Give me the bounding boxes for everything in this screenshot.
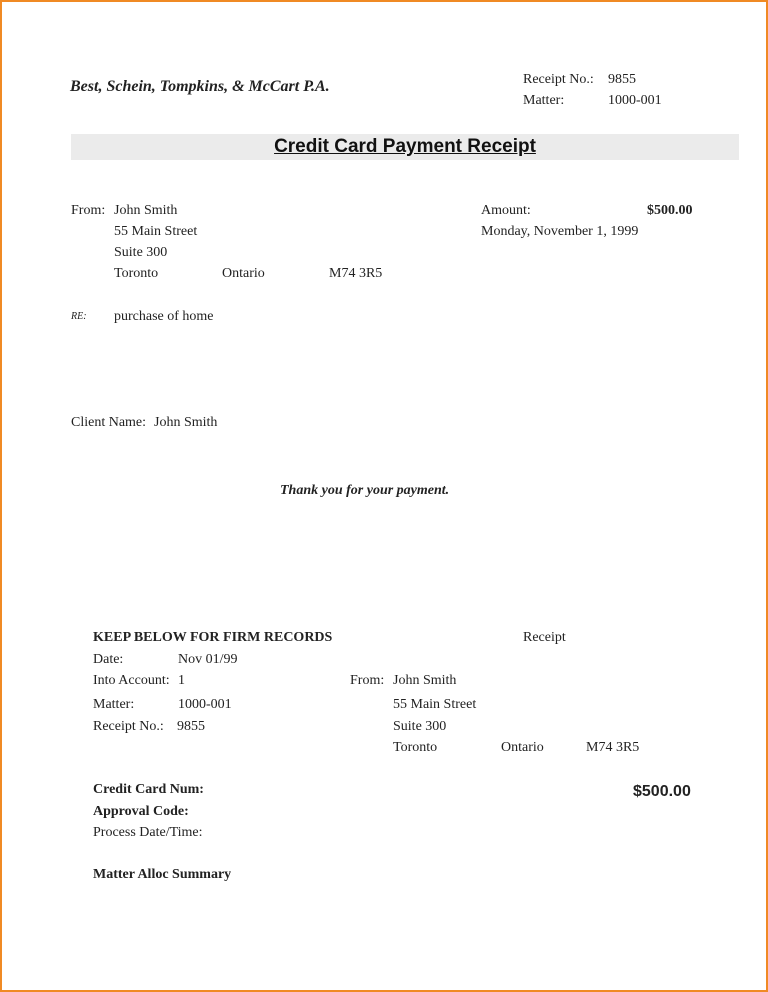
- records-from-postal: M74 3R5: [586, 740, 640, 755]
- amount-value: $500.00: [647, 203, 693, 218]
- records-heading: KEEP BELOW FOR FIRM RECORDS: [93, 630, 333, 645]
- records-from-label: From:: [350, 673, 385, 688]
- thank-you-message: Thank you for your payment.: [280, 483, 450, 498]
- from-label: From:: [71, 203, 106, 218]
- records-account: 1: [178, 673, 185, 688]
- approval-code-label: Approval Code:: [93, 804, 189, 819]
- records-account-label: Into Account:: [93, 673, 170, 688]
- page-title: Credit Card Payment Receipt: [274, 136, 536, 157]
- matter-alloc-summary-label: Matter Alloc Summary: [93, 867, 232, 882]
- re-text: purchase of home: [114, 309, 214, 324]
- from-suite: Suite 300: [114, 245, 168, 260]
- records-from-name: John Smith: [393, 673, 457, 688]
- records-matter-label: Matter:: [93, 697, 135, 712]
- credit-card-num-label: Credit Card Num:: [93, 782, 204, 797]
- process-date-label: Process Date/Time:: [93, 825, 203, 840]
- records-from-province: Ontario: [501, 740, 544, 755]
- records-amount: $500.00: [633, 783, 691, 800]
- records-date-label: Date:: [93, 652, 124, 667]
- header-receipt-no-label: Receipt No.:: [523, 72, 594, 87]
- payment-date: Monday, November 1, 1999: [481, 224, 639, 239]
- records-from-street: 55 Main Street: [393, 697, 477, 712]
- from-province: Ontario: [222, 266, 265, 281]
- from-postal: M74 3R5: [329, 266, 383, 281]
- header-receipt-no: 9855: [608, 72, 636, 87]
- records-date: Nov 01/99: [178, 652, 238, 667]
- records-matter: 1000-001: [178, 697, 232, 712]
- records-receipt-no: 9855: [177, 719, 205, 734]
- records-receipt-no-label: Receipt No.:: [93, 719, 164, 734]
- client-name: John Smith: [154, 415, 218, 430]
- records-from-suite: Suite 300: [393, 719, 447, 734]
- from-city: Toronto: [114, 266, 159, 281]
- from-street: 55 Main Street: [114, 224, 198, 239]
- firm-name: Best, Schein, Tompkins, & McCart P.A.: [70, 78, 330, 95]
- title-banner: [71, 134, 739, 160]
- header-matter: 1000-001: [608, 93, 662, 108]
- client-label: Client Name:: [71, 415, 147, 430]
- amount-label: Amount:: [481, 203, 531, 218]
- records-receipt-label: Receipt: [523, 630, 566, 645]
- records-from-city: Toronto: [393, 740, 438, 755]
- re-label: RE:: [71, 311, 87, 322]
- header-matter-label: Matter:: [523, 93, 565, 108]
- from-name: John Smith: [114, 203, 178, 218]
